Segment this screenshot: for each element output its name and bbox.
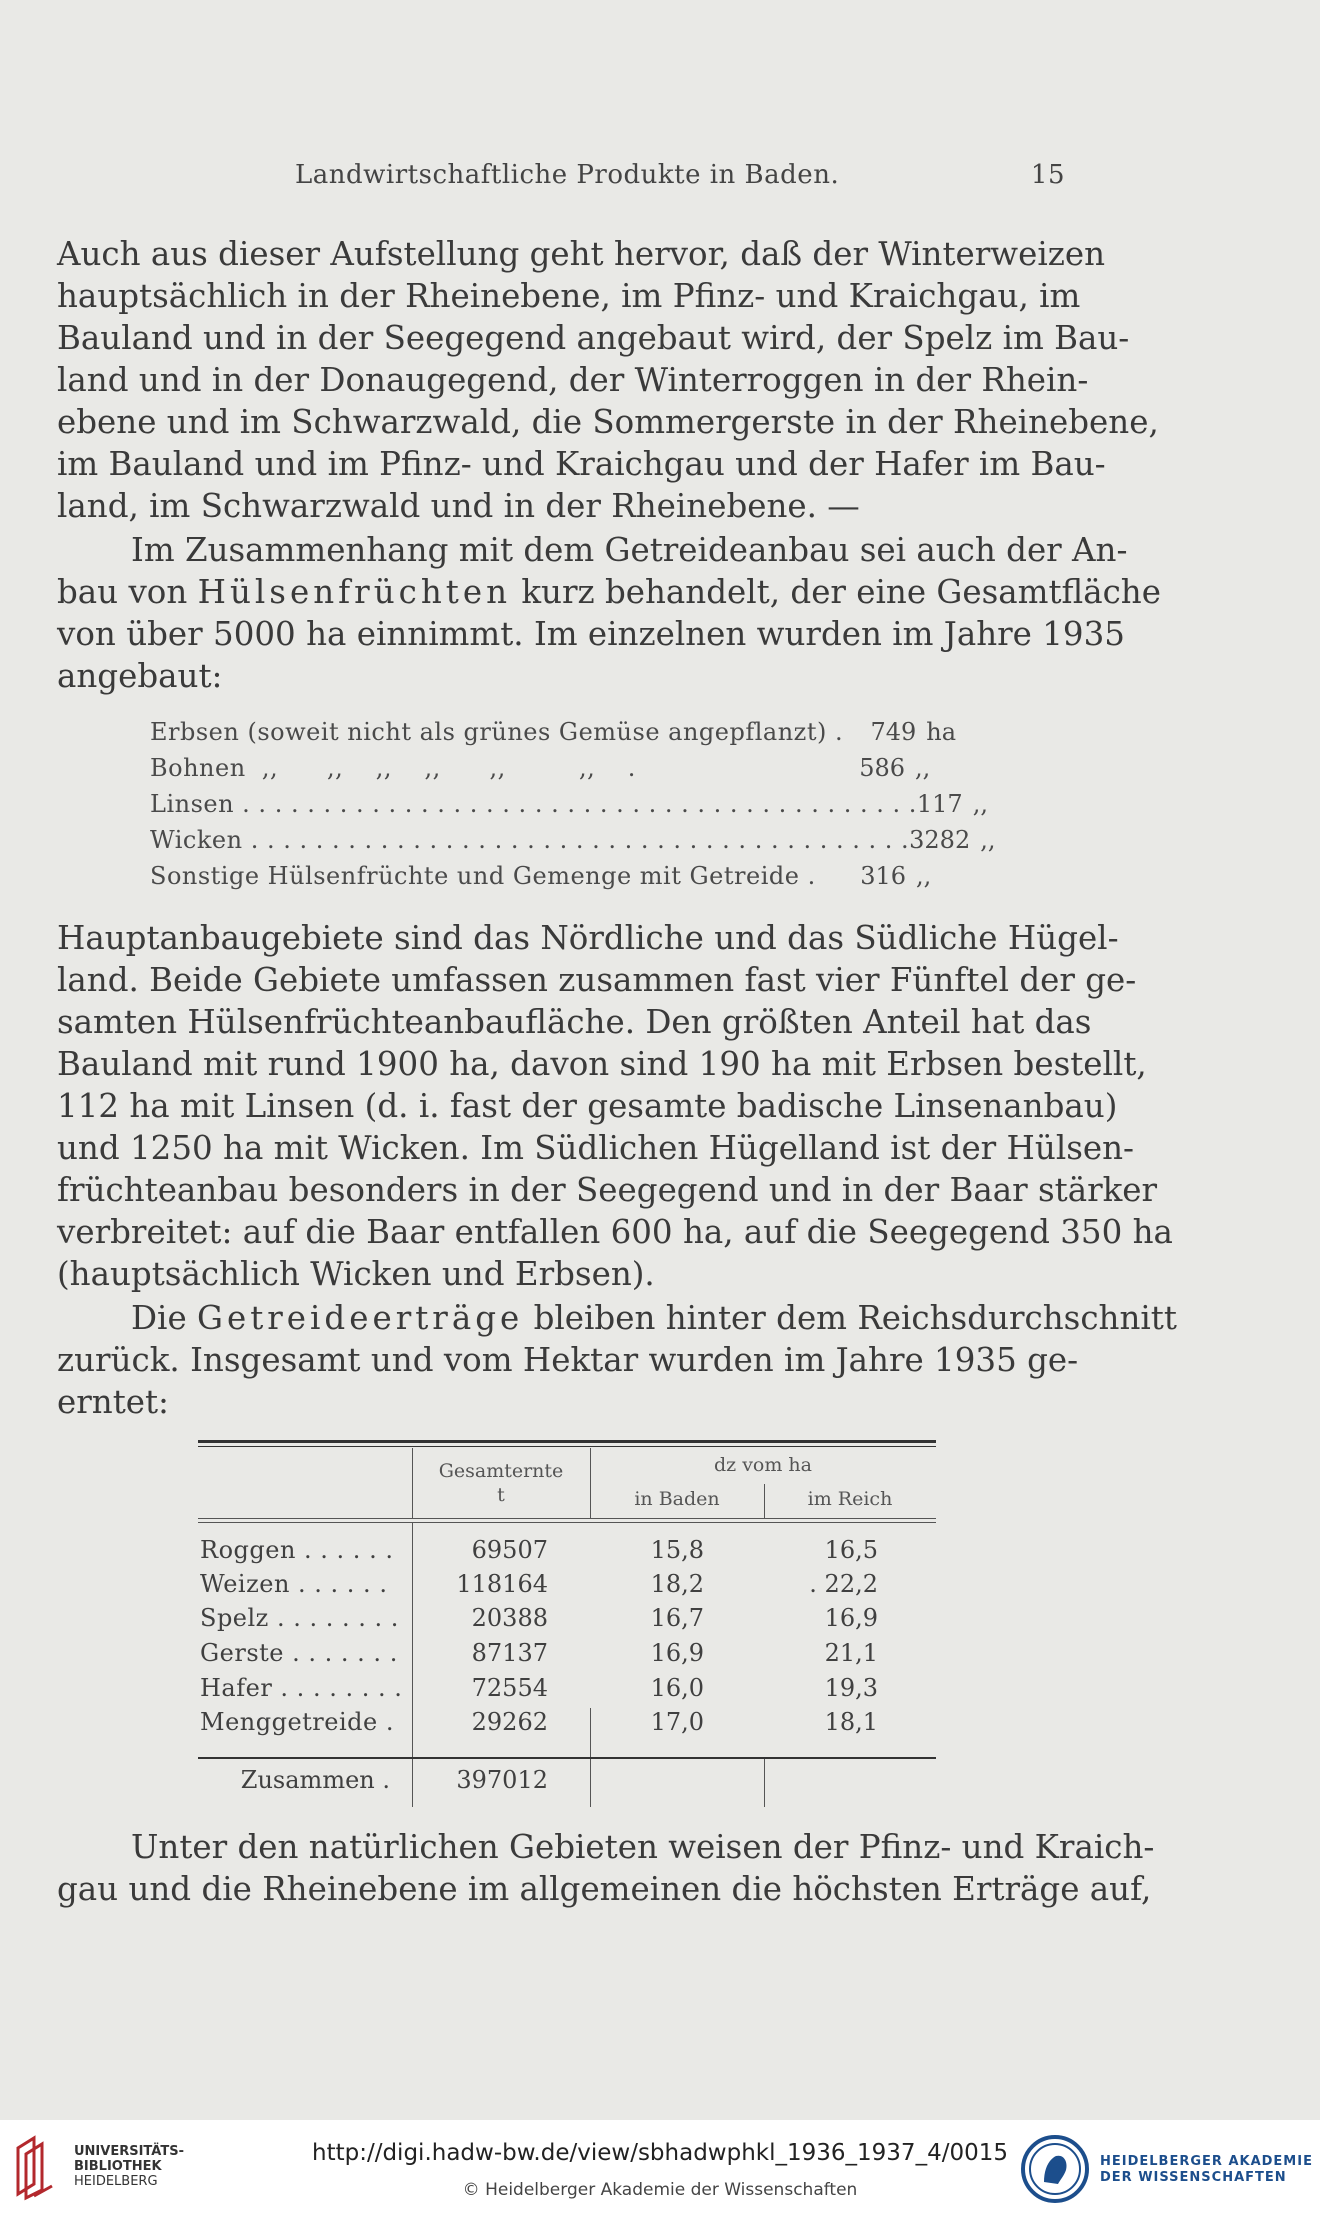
- cell-baden: 16,9: [650, 1639, 704, 1667]
- list-label: Linsen . . . . . . . . . . . . . . . . . . . . . . . . . . . . . . . . . . . . . . . . . .: [150, 790, 917, 818]
- legume-area-list: [150, 718, 996, 898]
- row-label: Spelz . . . . . . . .: [200, 1604, 399, 1632]
- cell-reich: . 22,2: [809, 1570, 878, 1598]
- text-line: angebaut:: [57, 657, 223, 695]
- emphasis-spaced: Getreideerträge: [197, 1299, 524, 1337]
- page-number: 15: [1030, 160, 1065, 190]
- paragraph-2: [57, 529, 1161, 697]
- text-line: im Bauland und im Pfinz- und Kraichgau und der Hafer im Bau-: [57, 445, 1106, 483]
- text-line: Bauland und in der Seegegend angebaut wird, der Spelz im Bau-: [57, 319, 1130, 357]
- running-header: [295, 160, 1065, 190]
- paragraph-5: [57, 1826, 1155, 1910]
- list-label: Wicken . . . . . . . . . . . . . . . . . . . . . . . . . . . . . . . . . . . . . . . . .: [150, 826, 910, 854]
- column-header-reich: im Reich: [807, 1488, 893, 1510]
- cell-reich: 18,1: [824, 1708, 878, 1736]
- list-item: [150, 754, 970, 790]
- text-line: erntet:: [57, 1383, 170, 1421]
- table-rule: [198, 1757, 936, 1759]
- cell-total: 72554: [471, 1674, 548, 1702]
- list-value: 749: [870, 718, 917, 746]
- column-header-unit: t: [497, 1484, 505, 1506]
- ub-line: BIBLIOTHEK: [74, 2159, 162, 2174]
- cell-baden: 18,2: [650, 1570, 704, 1598]
- row-label: Menggetreide .: [200, 1708, 394, 1736]
- text-line: gau und die Rheinebene im allgemeinen die höchsten Erträge auf,: [57, 1870, 1152, 1908]
- table-rule: [198, 1446, 936, 1447]
- text-line: [57, 571, 1161, 613]
- text-line: ebene und im Schwarzwald, die Sommergerste in der Rheinebene,: [57, 403, 1159, 441]
- row-label: Weizen . . . . . .: [200, 1570, 388, 1598]
- text-line: verbreitet: auf die Baar entfallen 600 ha, auf die Seegegend 350 ha: [57, 1213, 1173, 1251]
- text-line: hauptsächlich in der Rheinebene, im Pfinz- und Kraichgau, im: [57, 277, 1081, 315]
- text-span: bleiben hinter dem Reichsdurchschnitt: [523, 1299, 1177, 1337]
- list-unit: ,,: [915, 754, 931, 782]
- text-line: land, im Schwarzwald und in der Rheinebene. —: [57, 487, 860, 525]
- cell-reich: 16,5: [824, 1536, 878, 1564]
- cell-total: 118164: [456, 1570, 548, 1598]
- table-rule: [198, 1518, 936, 1519]
- cell-baden: 16,0: [650, 1674, 704, 1702]
- column-divider: [412, 1448, 413, 1518]
- table-rule: [198, 1440, 936, 1443]
- text-line: 112 ha mit Linsen (d. i. fast der gesamte badische Linsenanbau): [57, 1087, 1118, 1125]
- text-line: Bauland mit rund 1900 ha, davon sind 190 ha mit Erbsen bestellt,: [57, 1045, 1147, 1083]
- list-value: 316: [860, 862, 907, 890]
- paragraph-1: [57, 233, 1159, 527]
- text-line: (hauptsächlich Wicken und Erbsen).: [57, 1255, 655, 1293]
- cell-baden: 17,0: [650, 1708, 704, 1736]
- academy-name: [1100, 2154, 1313, 2186]
- table-rule: [198, 1522, 936, 1523]
- row-label: Gerste . . . . . . .: [200, 1639, 398, 1667]
- column-divider: [764, 1757, 765, 1807]
- cell-total: 20388: [471, 1604, 548, 1632]
- academy-line: DER WISSENSCHAFTEN: [1100, 2170, 1287, 2185]
- academy-seal-icon: [1020, 2134, 1090, 2204]
- ub-line: UNIVERSITÄTS-: [74, 2144, 184, 2159]
- list-unit: ha: [926, 718, 957, 746]
- cell-baden: 16,7: [650, 1604, 704, 1632]
- column-header-total: Gesamternte: [438, 1460, 564, 1482]
- academy-line: HEIDELBERGER AKADEMIE: [1100, 2154, 1313, 2169]
- text-span: Die: [131, 1299, 198, 1337]
- row-label: Roggen . . . . . .: [200, 1536, 394, 1564]
- list-unit: ,,: [916, 862, 932, 890]
- cell-reich: 19,3: [824, 1674, 878, 1702]
- text-line: Unter den natürlichen Gebieten weisen der Pfinz- und Kraich-: [131, 1828, 1155, 1866]
- text-line: [57, 1297, 1177, 1339]
- text-line: von über 5000 ha einnimmt. Im einzelnen wurden im Jahre 1935: [57, 615, 1125, 653]
- text-line: Hauptanbaugebiete sind das Nördliche und das Südliche Hügel-: [57, 919, 1119, 957]
- permalink[interactable]: http://digi.hadw-bw.de/view/sbhadwphkl_1936_1937_4/0015: [312, 2140, 1008, 2166]
- text-line: zurück. Insgesamt und vom Hektar wurden im Jahre 1935 ge-: [57, 1341, 1079, 1379]
- list-label: Sonstige Hülsenfrüchte und Gemenge mit Getreide .: [150, 862, 816, 890]
- text-line: samten Hülsenfrüchteanbaufläche. Den größten Anteil hat das: [57, 1003, 1092, 1041]
- digitization-footer: [0, 2120, 1320, 2218]
- list-item: [150, 826, 996, 862]
- column-header-baden: in Baden: [634, 1488, 720, 1510]
- list-value: 586: [859, 754, 905, 782]
- text-line: land. Beide Gebiete umfassen zusammen fast vier Fünftel der ge-: [57, 961, 1137, 999]
- list-label: Erbsen (soweit nicht als grünes Gemüse angepflanzt) .: [150, 718, 844, 746]
- text-line: und 1250 ha mit Wicken. Im Südlichen Hügelland ist der Hülsen-: [57, 1129, 1135, 1167]
- list-value: 3282: [909, 826, 971, 854]
- cell-total: 69507: [471, 1536, 548, 1564]
- cell-total: 29262: [471, 1708, 548, 1736]
- list-item: [150, 862, 970, 898]
- text-span: bau von: [57, 573, 198, 611]
- text-line: Auch aus dieser Aufstellung geht hervor, daß der Winterweizen: [57, 235, 1106, 273]
- running-title: Landwirtschaftliche Produkte in Baden.: [295, 160, 840, 190]
- text-line: früchteanbau besonders in der Seegegend und in der Baar stärker: [57, 1171, 1158, 1209]
- sum-total: 397012: [456, 1766, 548, 1794]
- paragraph-4: [57, 1297, 1177, 1423]
- list-label: Bohnen ,, ,, ,, ,, ,, ,, .: [150, 754, 636, 782]
- column-group-header: dz vom ha: [713, 1454, 812, 1476]
- sum-label: Zusammen .: [240, 1766, 390, 1794]
- list-unit: ,,: [980, 826, 996, 854]
- cell-reich: 21,1: [824, 1639, 878, 1667]
- text-span: kurz behandelt, der eine Gesamtfläche: [511, 573, 1161, 611]
- cell-total: 87137: [471, 1639, 548, 1667]
- cell-baden: 15,8: [650, 1536, 704, 1564]
- row-label: Hafer . . . . . . . .: [200, 1674, 403, 1702]
- emphasis-spaced: Hülsenfrüchten: [197, 573, 512, 611]
- text-line: Im Zusammenhang mit dem Getreideanbau sei auch der An-: [131, 531, 1128, 569]
- text-line: land und in der Donaugegend, der Winterroggen in der Rhein-: [57, 361, 1089, 399]
- list-unit: ,,: [972, 790, 988, 818]
- copyright-notice: © Heidelberger Akademie der Wissenschaften: [462, 2180, 858, 2200]
- list-item: [150, 718, 970, 754]
- cell-reich: 16,9: [824, 1604, 878, 1632]
- ub-line: HEIDELBERG: [74, 2174, 158, 2189]
- list-item: [150, 790, 988, 826]
- paragraph-3: [57, 917, 1173, 1295]
- list-value: 117: [916, 790, 963, 818]
